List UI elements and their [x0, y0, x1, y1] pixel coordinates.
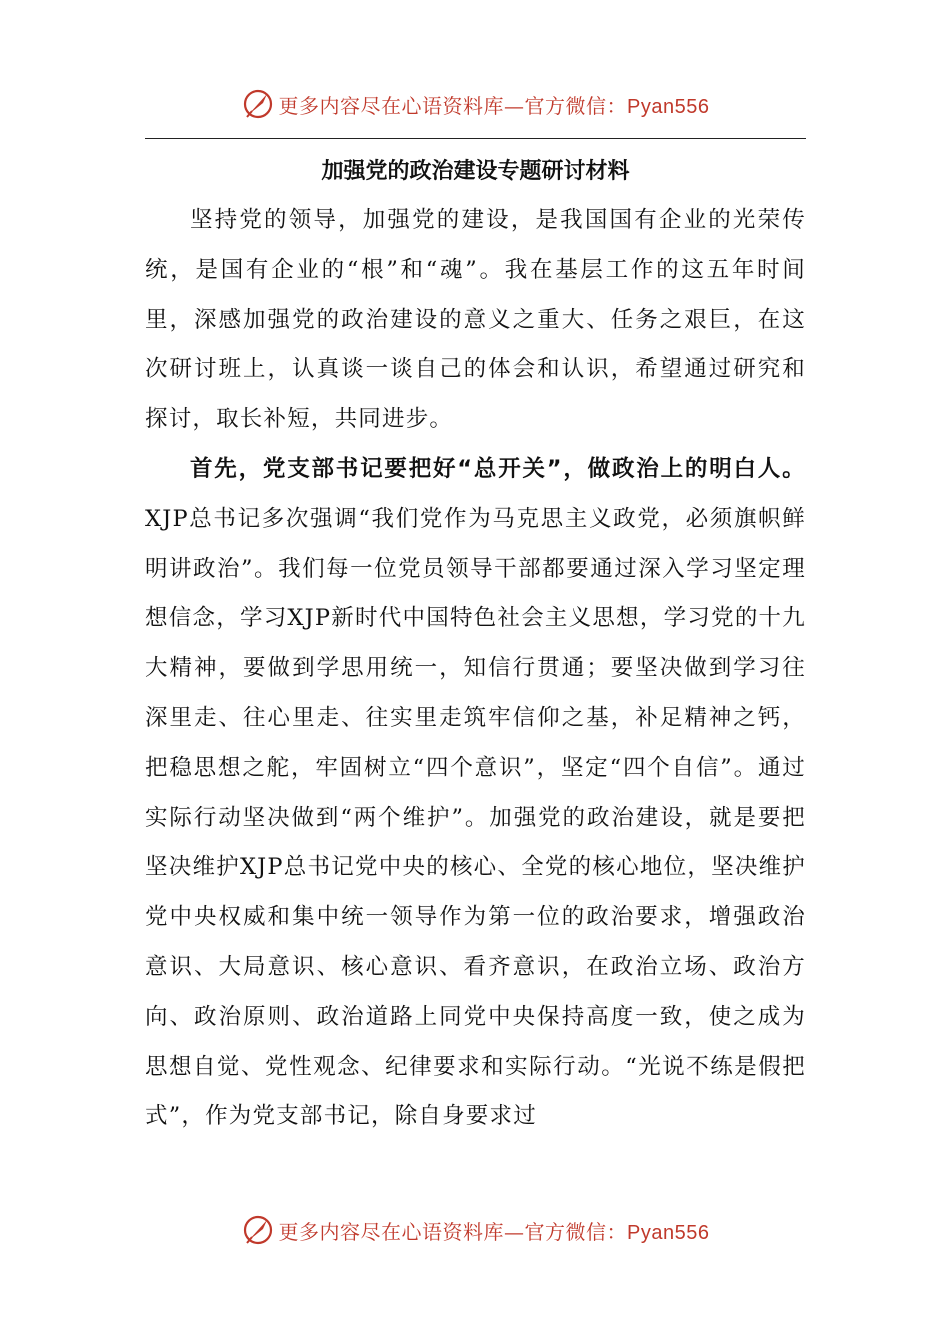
paragraph-first-point [145, 445, 806, 1142]
paragraph-intro: 坚持党的领导，加强党的建设，是我国国有企业的光荣传统，是国有企业的“根”和“魂”。我在基层工作的这五年时间里，深感加强党的政治建设的意义之重大、任务之艰巨，在这次研讨班上，认真谈一谈自己的体会和认识，希望通过研究和探讨，取长补短，共同进步。 [145, 207, 806, 433]
header-divider [145, 138, 806, 139]
document-body [145, 196, 806, 1142]
quill-pen-logo-icon [241, 87, 275, 121]
header-watermark [0, 84, 950, 124]
watermark-text: 更多内容尽在心语资料库—官方微信：Pyan556 [278, 93, 710, 118]
footer-watermark [0, 1210, 950, 1250]
watermark-text: 更多内容尽在心语资料库—官方微信：Pyan556 [278, 1219, 710, 1244]
document-title: 加强党的政治建设专题研讨材料 [321, 159, 630, 184]
paragraph-first-point-body: XJP总书记多次强调“我们党作为马克思主义政党，必须旗帜鲜明讲政治”。我们每一位党员领导干部都要通过深入学习坚定理想信念，学习XJP新时代中国特色社会主义思想，学习党的十九大精神，要做到学思用统一，知信行贯通；要坚决做到学习往深里走、往心里走、往实里走筑牢信仰之基，补足精神之钙，把稳思想之舵，牢固树立“四个意识”，坚定“四个自信”。通过实际行动坚决做到“两个维护”。加强党的政治建设，就是要把坚决维护XJP总书记党中央的核心、全党的核心地位，坚决维护党中央权威和集中统一领导作为第一位的政治要求，增强政治意识、大局意识、核心意识、看齐意识，在政治立场、政治方向、政治原则、政治道路上同党中央保持高度一致，使之成为思想自觉、党性观念、纪律要求和实际行动。“光说不练是假把式”，作为党支部书记，除自身要求过 [145, 505, 806, 1130]
paragraph-lead-heading: 首先，党支部书记要把好“总开关”，做政治上的明白人。 [190, 455, 806, 482]
quill-pen-logo-icon [241, 1213, 275, 1247]
